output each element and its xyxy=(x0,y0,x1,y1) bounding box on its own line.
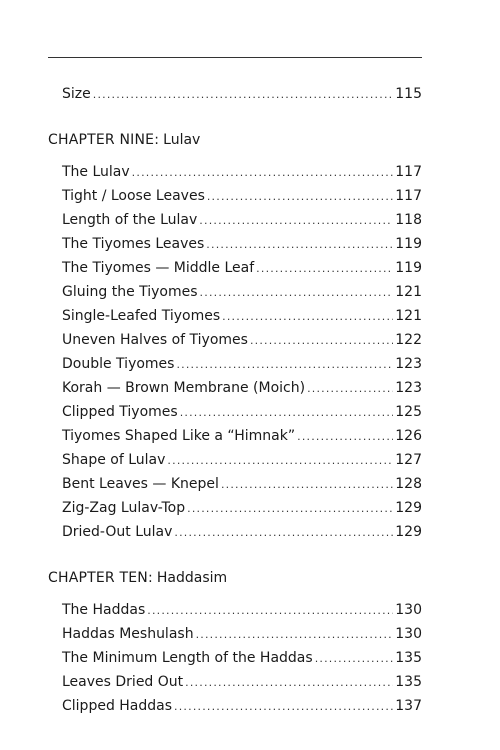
toc-entry-title: The Tiyomes — Middle Leaf xyxy=(62,260,255,276)
toc-entry-title: Uneven Halves of Tiyomes xyxy=(62,332,248,348)
toc-leader-dots xyxy=(221,474,393,496)
toc-entry[interactable] xyxy=(62,233,422,255)
toc-entry-title: The Lulav xyxy=(62,164,130,180)
toc-entry-title: Bent Leaves — Knepel xyxy=(62,476,219,492)
toc-entry-page: 119 xyxy=(395,236,422,252)
toc-entry-title: Korah — Brown Membrane (Moich) xyxy=(62,380,306,396)
toc-leader-dots xyxy=(250,330,393,352)
chapter-label: CHAPTER NINE: xyxy=(48,132,160,148)
toc-entry[interactable] xyxy=(62,623,422,645)
toc-entry-page: 118 xyxy=(395,212,422,228)
toc-leader-dots xyxy=(132,162,394,184)
toc-leader-dots xyxy=(207,186,393,208)
toc-entry-page: 121 xyxy=(395,284,422,300)
toc-leader-dots xyxy=(180,402,394,424)
toc-entry[interactable] xyxy=(62,83,422,105)
toc-entry[interactable] xyxy=(62,305,422,327)
toc-entry-title: Leaves Dried Out xyxy=(62,674,184,690)
toc-entry[interactable] xyxy=(62,647,422,669)
toc-entry-title: Clipped Haddas xyxy=(62,698,173,714)
toc-entry[interactable] xyxy=(62,161,422,183)
toc-entry[interactable] xyxy=(62,473,422,495)
toc-leader-dots xyxy=(256,258,393,280)
toc-entry-page: 127 xyxy=(395,452,422,468)
toc-entry-title: Single-Leafed Tiyomes xyxy=(62,308,221,324)
toc-entry[interactable] xyxy=(62,425,422,447)
toc-entry-title: Double Tiyomes xyxy=(62,356,175,372)
chapter-heading xyxy=(48,129,200,151)
toc-entry-page: 129 xyxy=(395,524,422,540)
toc-entry-title: The Haddas xyxy=(62,602,146,618)
toc-entry-page: 137 xyxy=(395,698,422,714)
toc-entry-page: 123 xyxy=(395,356,422,372)
toc-entry-page: 130 xyxy=(395,626,422,642)
toc-entry[interactable] xyxy=(62,401,422,423)
toc-entry-title: The Minimum Length of the Haddas xyxy=(62,650,313,666)
toc-leader-dots xyxy=(147,600,393,622)
chapter-label: CHAPTER TEN: xyxy=(48,570,153,586)
toc-entry[interactable] xyxy=(62,353,422,375)
toc-entry-page: 130 xyxy=(395,602,422,618)
toc-leader-dots xyxy=(187,498,393,520)
toc-leader-dots xyxy=(174,696,393,718)
chapter-name: Lulav xyxy=(163,132,201,148)
toc-entry-page: 122 xyxy=(395,332,422,348)
toc-entry[interactable] xyxy=(62,497,422,519)
toc-leader-dots xyxy=(200,282,394,304)
toc-leader-dots xyxy=(297,426,393,448)
toc-entry[interactable] xyxy=(62,329,422,351)
toc-leader-dots xyxy=(93,84,394,106)
toc-entry[interactable] xyxy=(62,599,422,621)
toc-entry-title: Length of the Lulav xyxy=(62,212,198,228)
toc-entry[interactable] xyxy=(62,671,422,693)
toc-entry-title: Shape of Lulav xyxy=(62,452,166,468)
toc-entry-page: 135 xyxy=(395,674,422,690)
toc-entry-title: Clipped Tiyomes xyxy=(62,404,178,420)
toc-entry[interactable] xyxy=(62,209,422,231)
toc-leader-dots xyxy=(307,378,393,400)
toc-entry-page: 117 xyxy=(395,164,422,180)
toc-entry-page: 115 xyxy=(395,86,422,102)
toc-leader-dots xyxy=(206,234,393,256)
toc-entry-page: 117 xyxy=(395,188,422,204)
toc-leader-dots xyxy=(185,672,393,694)
toc-entry[interactable] xyxy=(62,521,422,543)
toc-entry-title: The Tiyomes Leaves xyxy=(62,236,205,252)
chapter-heading xyxy=(48,567,227,589)
toc-leader-dots xyxy=(222,306,393,328)
toc-entry[interactable] xyxy=(62,695,422,717)
toc-leader-dots xyxy=(174,522,393,544)
toc-entry-page: 126 xyxy=(395,428,422,444)
toc-entry-title: Tight / Loose Leaves xyxy=(62,188,205,204)
toc-entry[interactable] xyxy=(62,257,422,279)
toc-leader-dots xyxy=(199,210,393,232)
toc-leader-dots xyxy=(167,450,393,472)
toc-entry-page: 125 xyxy=(395,404,422,420)
toc-leader-dots xyxy=(196,624,394,646)
toc-entry[interactable] xyxy=(62,281,422,303)
toc-leader-dots xyxy=(176,354,393,376)
toc-entry-page: 135 xyxy=(395,650,422,666)
toc-entry[interactable] xyxy=(62,185,422,207)
toc-entry-title: Gluing the Tiyomes xyxy=(62,284,198,300)
toc-entry-title: Tiyomes Shaped Like a “Himnak” xyxy=(62,428,296,444)
toc-entry[interactable] xyxy=(62,377,422,399)
chapter-name: Haddasim xyxy=(156,570,228,586)
toc-entry-page: 119 xyxy=(395,260,422,276)
toc-leader-dots xyxy=(315,648,394,670)
toc-entry[interactable] xyxy=(62,449,422,471)
toc-entry-title: Dried-Out Lulav xyxy=(62,524,173,540)
toc-entry-page: 121 xyxy=(395,308,422,324)
toc-entry-page: 128 xyxy=(395,476,422,492)
toc-entry-title: Size xyxy=(62,86,91,102)
toc-entry-title: Haddas Meshulash xyxy=(62,626,194,642)
toc-entry-page: 123 xyxy=(395,380,422,396)
toc-entry-title: Zig-Zag Lulav-Top xyxy=(62,500,186,516)
toc-entry-page: 129 xyxy=(395,500,422,516)
